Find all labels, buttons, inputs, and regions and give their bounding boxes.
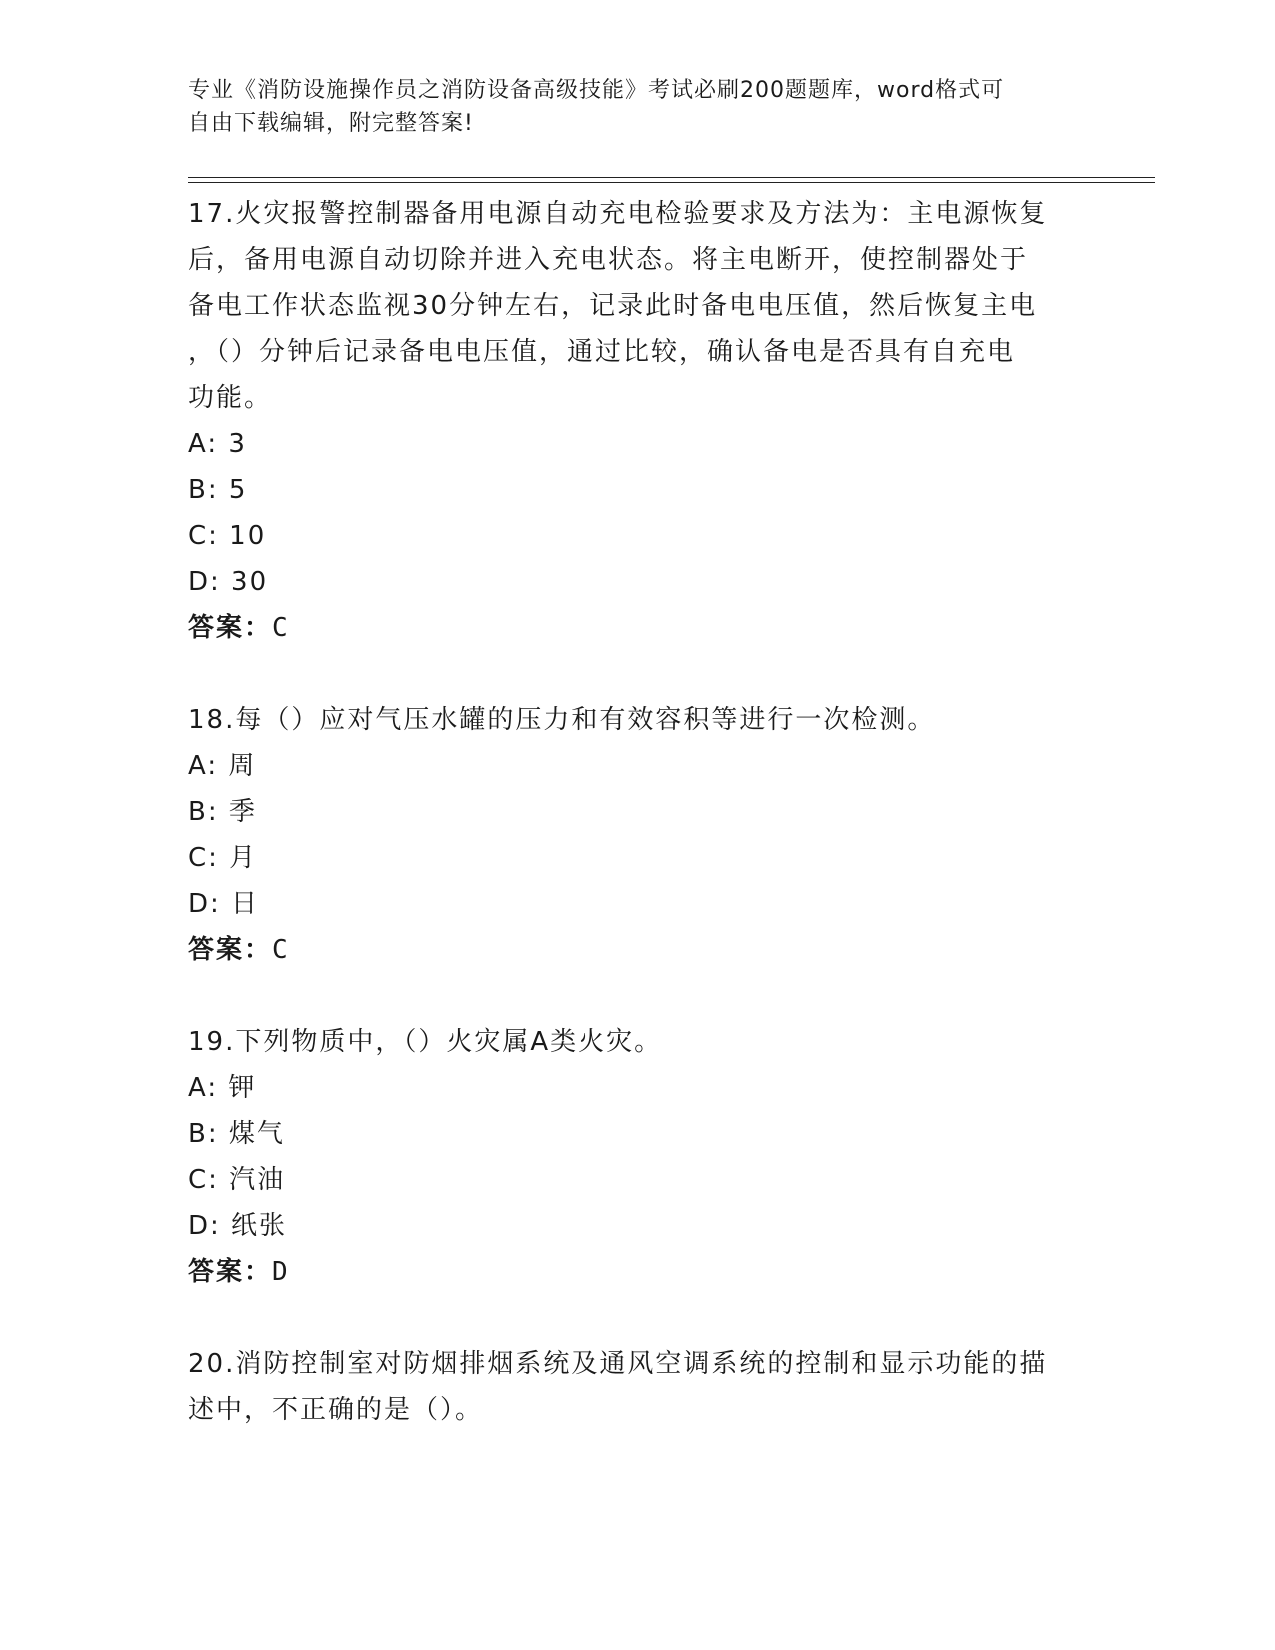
question-stem-line: 备电工作状态监视30分钟左右，记录此时备电电压值，然后恢复主电 [188, 291, 1038, 321]
option-c: C: 汽油 [188, 1165, 286, 1195]
question-stem-line: 述中，不正确的是（）。 [188, 1395, 484, 1425]
answer-line [188, 605, 1088, 651]
answer-label: 答案： [188, 935, 273, 965]
question-block [188, 697, 1088, 973]
option-d: D: 纸张 [188, 1211, 288, 1241]
answer-value: D [272, 1257, 290, 1287]
answer-label: 答案： [188, 1257, 273, 1287]
option-a: A: 周 [188, 751, 257, 781]
option-b: B: 煤气 [188, 1119, 285, 1149]
answer-value: C [272, 935, 290, 965]
answer-label: 答案： [188, 613, 273, 643]
header-divider-bottom [188, 182, 1155, 183]
answer-line [188, 927, 1088, 973]
answer-line [188, 1249, 1088, 1295]
question-stem-line: 功能。 [188, 383, 273, 413]
question-block [188, 1341, 1088, 1433]
question-block [188, 191, 1088, 651]
document-header [188, 74, 1088, 140]
question-stem-line: 17.火灾报警控制器备用电源自动充电检验要求及方法为：主电源恢复 [188, 199, 1048, 229]
question-stem-line: 18.每（）应对气压水罐的压力和有效容积等进行一次检测。 [188, 705, 936, 735]
question-stem-line: 后，备用电源自动切除并进入充电状态。将主电断开，使控制器处于 [188, 245, 1029, 275]
question-stem-line: 19.下列物质中，（）火灾属A类火灾。 [188, 1027, 663, 1057]
option-c: C: 月 [188, 843, 258, 873]
option-a: A: 3 [188, 429, 247, 459]
header-divider-top [188, 177, 1155, 178]
question-spacer [188, 973, 1088, 1019]
question-stem-line: ，（）分钟后记录备电电压值，通过比较，确认备电是否具有自充电 [188, 337, 1016, 367]
option-d: D: 日 [188, 889, 260, 919]
header-line-1: 专业《消防设施操作员之消防设备高级技能》考试必刷200题题库，word格式可 [188, 78, 1005, 103]
question-stem-line: 20.消防控制室对防烟排烟系统及通风空调系统的控制和显示功能的描 [188, 1349, 1048, 1379]
question-spacer [188, 1295, 1088, 1341]
question-list [188, 191, 1088, 1433]
header-line-2: 自由下载编辑，附完整答案! [188, 111, 474, 136]
option-c: C: 10 [188, 521, 267, 551]
option-d: D: 30 [188, 567, 269, 597]
answer-value: C [272, 613, 290, 643]
option-a: A: 钾 [188, 1073, 257, 1103]
option-b: B: 季 [188, 797, 257, 827]
question-spacer [188, 651, 1088, 697]
question-block [188, 1019, 1088, 1295]
option-b: B: 5 [188, 475, 248, 505]
